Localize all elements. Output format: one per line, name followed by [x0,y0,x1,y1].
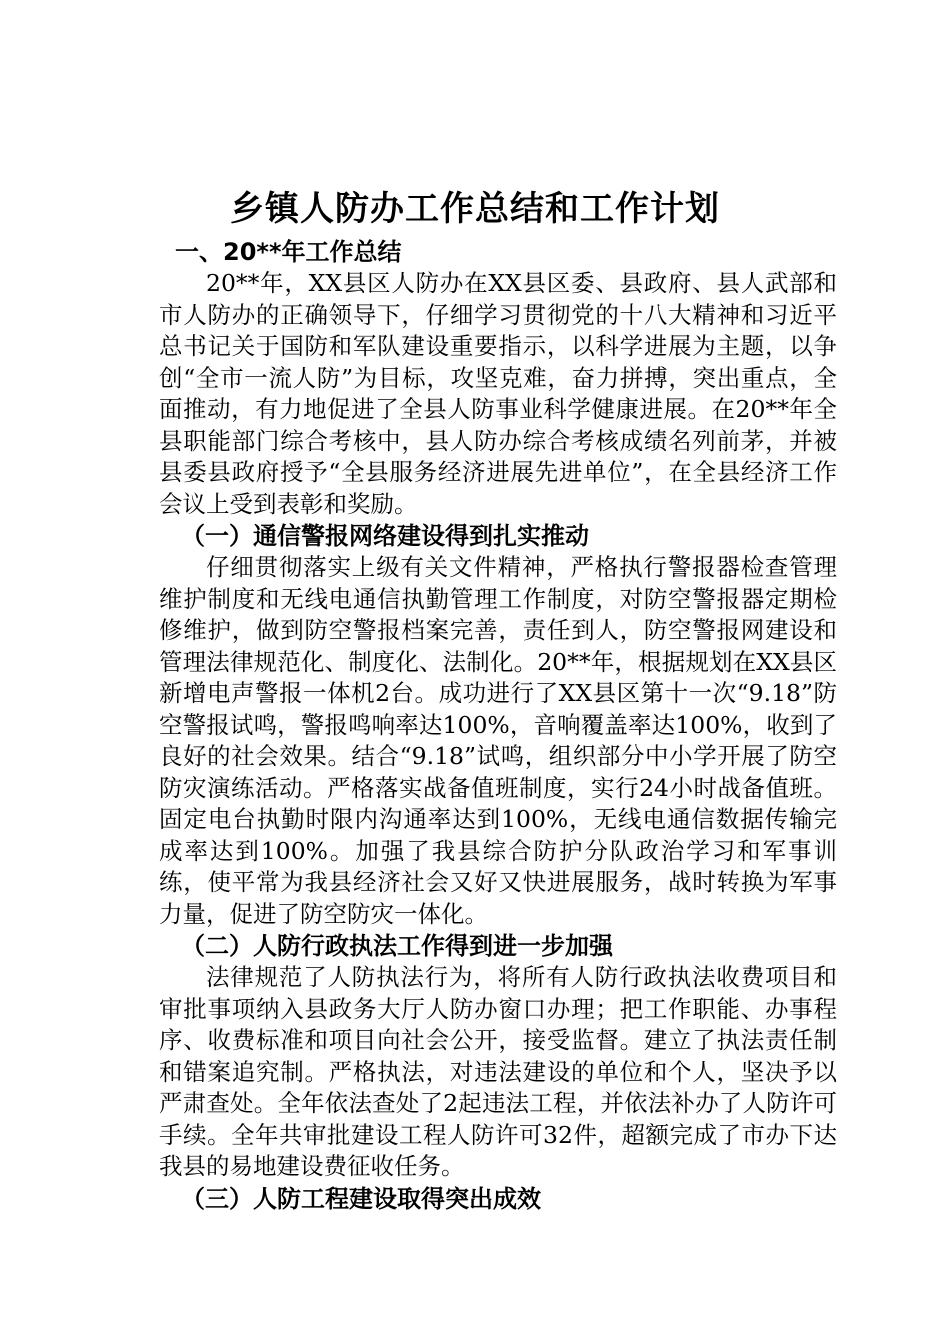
section-heading-work-summary: 一、20**年工作总结 [175,238,402,266]
communication-alarm-paragraph: 仔细贯彻落实上级有关文件精神，严格执行警报器检查管理维护制度和无线电通信执勤管理工作制度，对防空警报器定期检修维护，做到防空警报档案完善，责任到人，防空警报网建设和管理法律规范化、制度化、法制化。20**年，根据规划在XX县区新增电声警报一体机2台。成功进行了XX县区第十一次“9.18”防空警报试鸣，警报鸣响率达100%，音响覆盖率达100%，收到了良好的社会效果。结合“9.18”试鸣，组织部分中小学开展了防空防灾演练活动。严格落实战备值班制度，实行24小时战备值班。固定电台执勤时限内沟通率达到100%，无线电通信数据传输完成率达到100%。加强了我县综合防护分队政治学习和军事训练，使平常为我县经济社会又好又快进展服务，战时转换为军事力量，促进了防空防灾一体化。 [159,553,837,928]
subsection-heading-law-enforcement: （二）人防行政执法工作得到进一步加强 [181,932,613,960]
document-body [159,236,837,1215]
subsection-heading-communication-alarm: （一）通信警报网络建设得到扎实推动 [181,522,589,550]
subsection-heading-engineering: （三）人防工程建设取得突出成效 [181,1184,541,1213]
document-title: 乡镇人防办工作总结和工作计划 [230,189,720,229]
intro-paragraph: 20**年，XX县区人防办在XX县区委、县政府、县人武部和市人防办的正确领导下，仔细学习贯彻党的十八大精神和习近平总书记关于国防和军队建设重要指示，以科学进展为主题，以争创“全市一流人防”为目标，攻坚克难，奋力拼搏，突出重点，全面推动，有力地促进了全县人防事业科学健康进展。在20**年全县职能部门综合考核中，县人防办综合考核成绩名列前茅，并被县委县政府授予“全县服务经济进展先进单位”，在全县经济工作会议上受到表彰和奖励。 [159,269,837,518]
law-enforcement-paragraph: 法律规范了人防执法行为，将所有人防行政执法收费项目和审批事项纳入县政务大厅人防办窗口办理；把工作职能、办事程序、收费标准和项目向社会公开，接受监督。建立了执法责任制和错案追究制。严格执法，对违法建设的单位和个人，坚决予以严肃查处。全年依法查处了2起违法工程，并依法补办了人防许可手续。全年共审批建设工程人防许可32件，超额完成了市办下达我县的易地建设费征收任务。 [159,963,837,1180]
